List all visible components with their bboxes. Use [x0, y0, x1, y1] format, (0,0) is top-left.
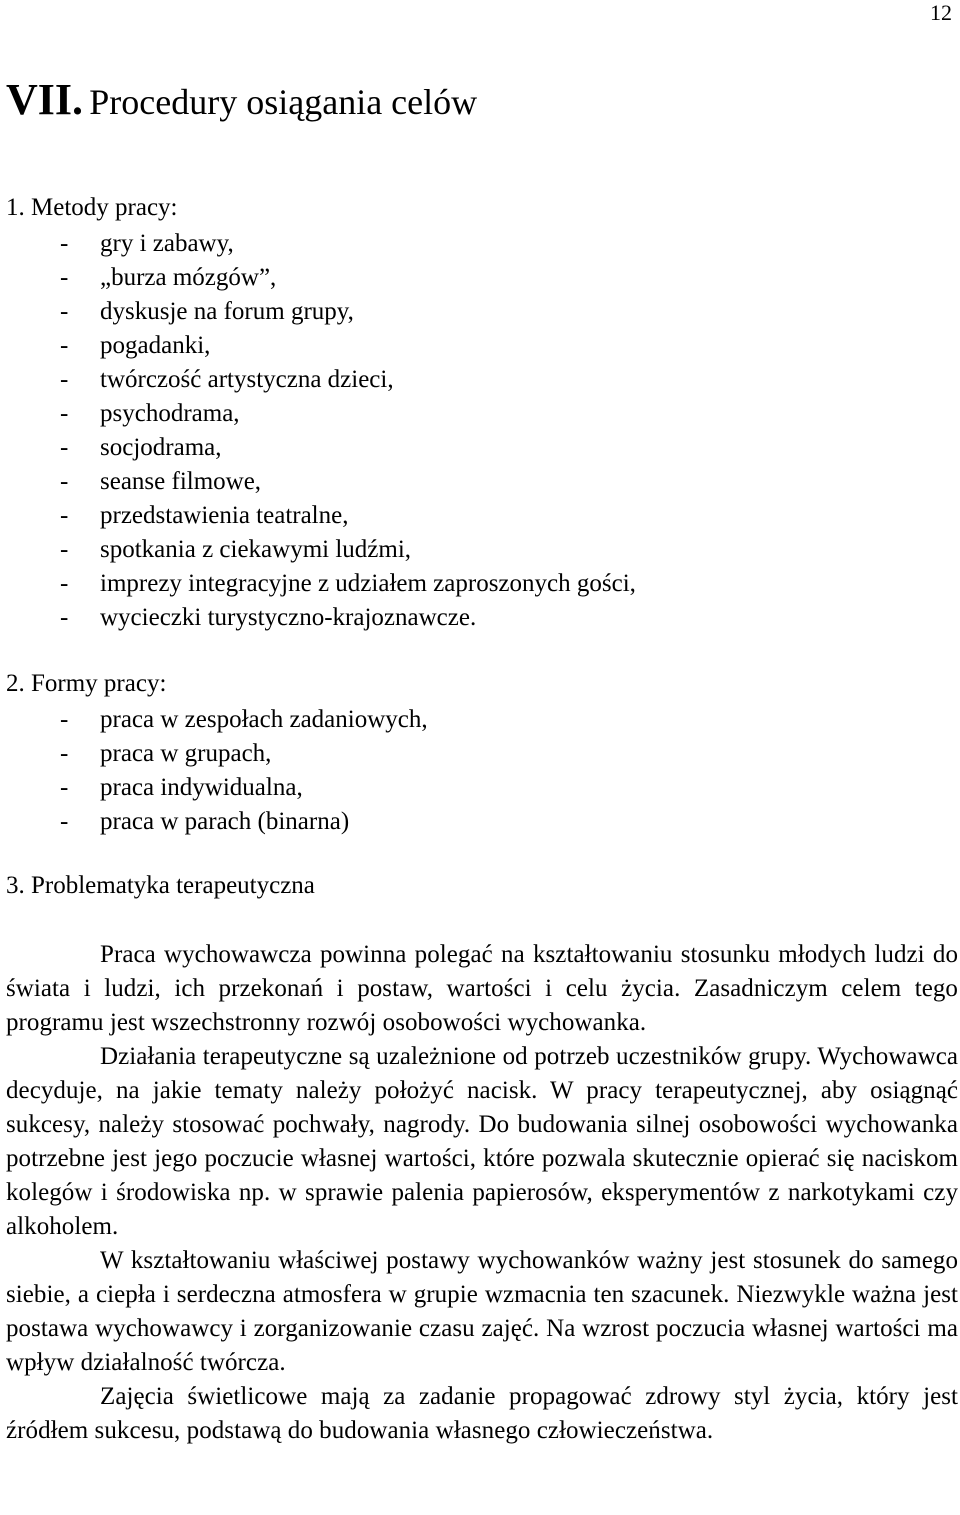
list-item-text: praca w grupach,: [100, 740, 272, 767]
section-title-methods: 1. Metody pracy:: [6, 194, 178, 221]
list-item: - dyskusje na forum grupy,: [60, 298, 354, 325]
list-item-text: przedstawienia teatralne,: [100, 502, 349, 529]
list-item-text: wycieczki turystyczno-krajoznawcze.: [100, 604, 477, 631]
problems-body: [6, 938, 958, 1448]
chapter-roman-numeral: VII.: [6, 75, 84, 124]
paragraph: Działania terapeutyczne są uzależnione od potrzeb uczestników grupy. Wychowawca decyduje, na jakie tematy należy położyć nacisk. W pracy terapeutycznej, aby osiągnąć sukcesy, należy stosować pochwały, nagrody. Do budowania silnej osobowości wychowanka potrzebne jest jego poczucie własnej wartości, które pozwala skutecznie opierać się naciskom kolegów i środowiska np. w sprawie palenia papierosów, eksperymentów z narkotykami czy alkoholem.: [6, 1043, 958, 1240]
list-item-text: praca w zespołach zadaniowych,: [100, 706, 428, 733]
paragraph: Zajęcia świetlicowe mają za zadanie propagować zdrowy styl życia, który jest źródłem sukcesu, podstawą do budowania własnego człowieczeństwa.: [6, 1383, 958, 1444]
list-item: - przedstawienia teatralne,: [60, 502, 349, 529]
list-item: - spotkania z ciekawymi ludźmi,: [60, 536, 412, 563]
list-item-text: psychodrama,: [100, 400, 240, 427]
list-item-text: pogadanki,: [100, 332, 211, 359]
list-item: - psychodrama,: [60, 400, 240, 427]
page-number: 12: [930, 0, 952, 25]
list-item: - praca w zespołach zadaniowych,: [60, 706, 428, 733]
chapter-heading: [6, 72, 477, 135]
list-item-text: imprezy integracyjne z udziałem zaproszonych gości,: [100, 570, 636, 597]
list-item-text: spotkania z ciekawymi ludźmi,: [100, 536, 412, 563]
list-item: - seanse filmowe,: [60, 468, 262, 495]
list-item-text: twórczość artystyczna dzieci,: [100, 366, 394, 393]
list-item: - twórczość artystyczna dzieci,: [60, 366, 394, 393]
list-item: - „burza mózgów”,: [60, 264, 277, 291]
methods-list: [60, 227, 636, 635]
list-item: - praca w grupach,: [60, 740, 272, 767]
list-item: - praca indywidualna,: [60, 774, 303, 801]
list-item: - imprezy integracyjne z udziałem zaproszonych gości,: [60, 570, 636, 597]
list-item-text: socjodrama,: [100, 434, 222, 461]
chapter-title: Procedury osiągania celów: [89, 82, 478, 122]
list-item: - pogadanki,: [60, 332, 211, 359]
paragraph: W kształtowaniu właściwej postawy wychowanków ważny jest stosunek do samego siebie, a ciepła i serdeczna atmosfera w grupie wzmacnia ten szacunek. Niezwykle ważna jest postawa wychowawcy i zorganizowanie czasu zajęć. Na wzrost poczucia własnej wartości ma wpływ działalność twórcza.: [6, 1247, 958, 1376]
list-item: - socjodrama,: [60, 434, 222, 461]
list-item: - gry i zabawy,: [60, 230, 234, 257]
paragraph: Praca wychowawcza powinna polegać na kształtowaniu stosunku młodych ludzi do świata i ludzi, ich przekonań i postaw, wartości i celu życia. Zasadniczym celem tego programu jest wszechstronny rozwój osobowości wychowanka.: [6, 941, 958, 1036]
list-item: - wycieczki turystyczno-krajoznawcze.: [60, 604, 477, 631]
list-item: - praca w parach (binarna): [60, 808, 350, 835]
list-item-text: gry i zabawy,: [100, 230, 234, 257]
forms-list: [60, 703, 428, 839]
list-item-text: seanse filmowe,: [100, 468, 262, 495]
section-title-problems: 3. Problematyka terapeutyczna: [6, 872, 315, 899]
section-title-forms: 2. Formy pracy:: [6, 670, 167, 697]
list-item-text: „burza mózgów”,: [100, 264, 277, 291]
list-item-text: praca w parach (binarna): [100, 808, 350, 835]
list-item-text: praca indywidualna,: [100, 774, 303, 801]
list-item-text: dyskusje na forum grupy,: [100, 298, 354, 325]
